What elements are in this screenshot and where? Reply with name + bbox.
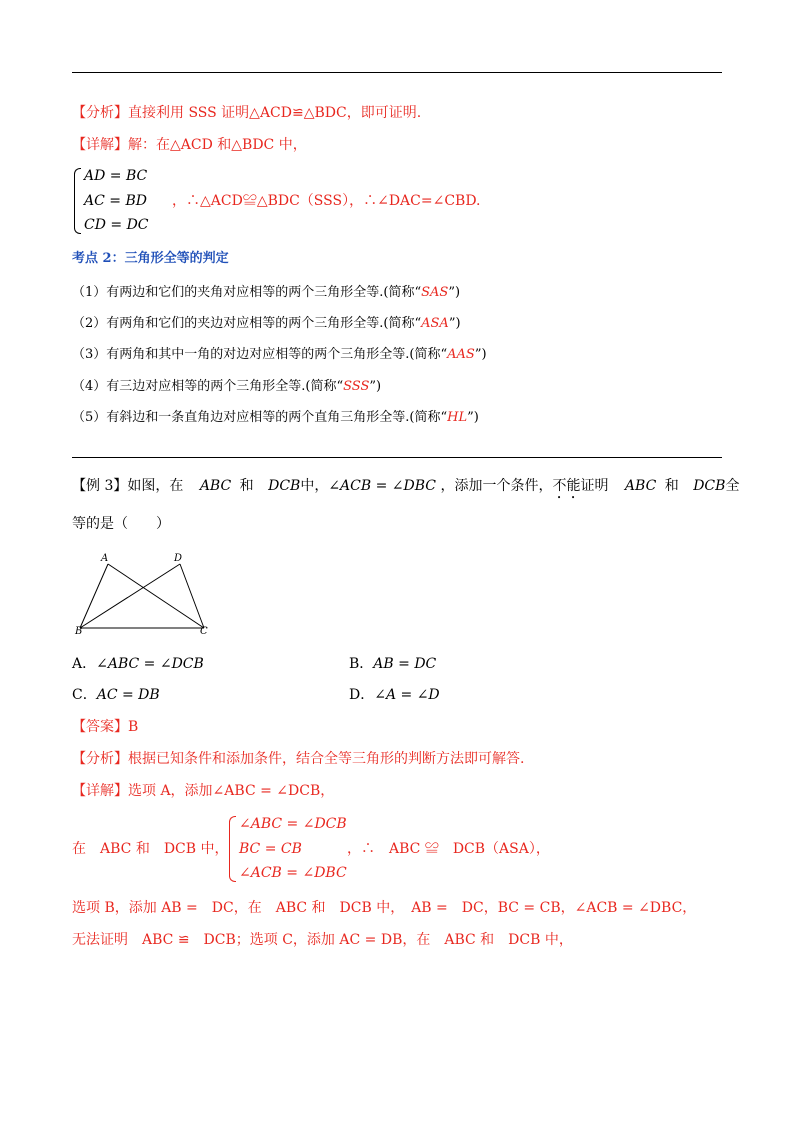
option-b <box>349 654 436 674</box>
question-text: ，添加一个条件， <box>440 478 553 494</box>
analysis-text: 直接利用 SSS 证明△ACD≌△BDC，即可证明. <box>128 105 422 121</box>
segment-ab <box>80 564 108 628</box>
rule-item <box>72 345 487 365</box>
rule-abbr: HL <box>447 410 468 425</box>
answer-tag: 【答案】 <box>72 719 128 735</box>
rule-end: ”) <box>467 410 479 425</box>
rule-item <box>72 377 381 397</box>
system-row: ∠ACB = ∠DBC <box>239 865 347 881</box>
option-expr: ∠ABC = ∠DCB <box>96 656 204 672</box>
analysis-tag: 【分析】 <box>72 105 128 121</box>
system-conclusion: ，∴△ACD≌△BDC（SSS），∴∠DAC=∠CBD. <box>172 193 481 209</box>
system-row: AC = BD <box>84 193 147 209</box>
emphasis-cannot: 不能 <box>552 478 581 494</box>
detail-text: 解：在△ACD 和△BDC 中， <box>128 137 307 153</box>
system-row: AD = BC <box>84 168 148 184</box>
triangle-abc: ABC <box>199 478 232 494</box>
question-text: 全 <box>725 478 740 494</box>
option-a <box>72 654 204 674</box>
analysis-text: 根据已知条件和添加条件，结合全等三角形的判断方法即可解答. <box>128 751 525 767</box>
option-expr: ∠A = ∠D <box>374 687 440 703</box>
rule-text: （5）有斜边和一条直角边对应相等的两个直角三角形全等.(简称“ <box>72 410 448 425</box>
question-text: 和 <box>664 478 679 494</box>
rule-abbr: SAS <box>421 285 449 300</box>
system-row: BC = CB <box>239 841 302 857</box>
question-text: 和 <box>239 478 254 494</box>
analysis-tag: 【分析】 <box>72 751 128 767</box>
triangle-dcb: DCB <box>693 478 726 494</box>
analysis-line-3 <box>72 749 524 769</box>
option-d <box>349 685 440 705</box>
section-heading: 考点 2：三角形全等的判定 <box>72 251 229 266</box>
question-text: 如图，在 <box>127 478 184 494</box>
rule-end: ”) <box>474 347 487 362</box>
segment-ac <box>108 564 204 628</box>
section-rule <box>72 457 722 458</box>
option-label: D． <box>349 687 375 703</box>
triangle-dcb: DCB <box>268 478 301 494</box>
answer-value: B <box>128 719 139 735</box>
answer-line <box>72 717 138 737</box>
rule-abbr: AAS <box>447 347 475 362</box>
rule-end: ”) <box>369 379 382 394</box>
in-triangles-text: 在 ABC 和 DCB 中， <box>72 841 229 857</box>
question-line-2: 等的是（ ） <box>72 516 170 532</box>
rule-abbr: SSS <box>343 379 370 394</box>
option-c <box>72 685 160 705</box>
vertex-label-a: A <box>101 553 109 564</box>
rule-text: （4）有三边对应相等的两个三角形全等.(简称“ <box>72 379 344 394</box>
detail-option-b: 选项 B，添加 AB = DC，在 ABC 和 DCB 中， AB = DC，BC = CB，∠ACB = ∠DBC， <box>72 900 697 916</box>
rule-text: （3）有两角和其中一角的对边对应相等的两个三角形全等.(简称“ <box>72 347 448 362</box>
system-brace <box>74 168 81 234</box>
option-expr: AC = DB <box>96 687 160 703</box>
system-row: CD = DC <box>84 217 149 233</box>
given-condition: ∠ACB = ∠DBC <box>328 478 437 494</box>
rule-item <box>72 408 479 428</box>
rule-end: ”) <box>448 316 461 331</box>
segment-dc <box>180 564 204 628</box>
question-text: 证明 <box>580 478 609 494</box>
top-rule <box>72 72 722 73</box>
sss-system <box>74 166 674 238</box>
rule-item <box>72 314 461 334</box>
system-row: ∠ABC = ∠DCB <box>239 816 347 832</box>
detail-line-3 <box>72 781 334 801</box>
option-label: B． <box>349 656 374 672</box>
asa-system <box>229 814 729 886</box>
detail-tag: 【详解】 <box>72 137 128 153</box>
system-result: ，∴ ABC ≌ DCB（ASA）， <box>347 841 550 857</box>
option-label: A． <box>72 656 97 672</box>
option-label: C． <box>72 687 97 703</box>
vertex-label-d: D <box>174 553 183 564</box>
system-brace <box>229 816 236 882</box>
example-tag: 【例 3】 <box>72 478 128 494</box>
rule-abbr: ASA <box>421 316 449 331</box>
detail-text: 选项 A，添加∠ABC = ∠DCB， <box>128 783 335 799</box>
detail-line <box>72 135 307 155</box>
question-line-1 <box>72 476 740 502</box>
question-text: 中， <box>300 478 329 494</box>
vertex-label-c: C <box>200 626 208 637</box>
rule-end: ”) <box>448 285 461 300</box>
rule-text: （1）有两边和它们的夹角对应相等的两个三角形全等.(简称“ <box>72 285 422 300</box>
segment-db <box>80 564 180 628</box>
triangle-abc: ABC <box>624 478 657 494</box>
option-expr: AB = DC <box>373 656 437 672</box>
analysis-line <box>72 103 421 123</box>
detail-option-c: 无法证明 ABC ≌ DCB；选项 C，添加 AC = DB，在 ABC 和 DCB 中， <box>72 932 573 948</box>
detail-tag: 【详解】 <box>72 783 128 799</box>
rule-item <box>72 283 460 303</box>
rule-text: （2）有两角和它们的夹边对应相等的两个三角形全等.(简称“ <box>72 316 422 331</box>
vertex-label-b: B <box>75 626 83 637</box>
